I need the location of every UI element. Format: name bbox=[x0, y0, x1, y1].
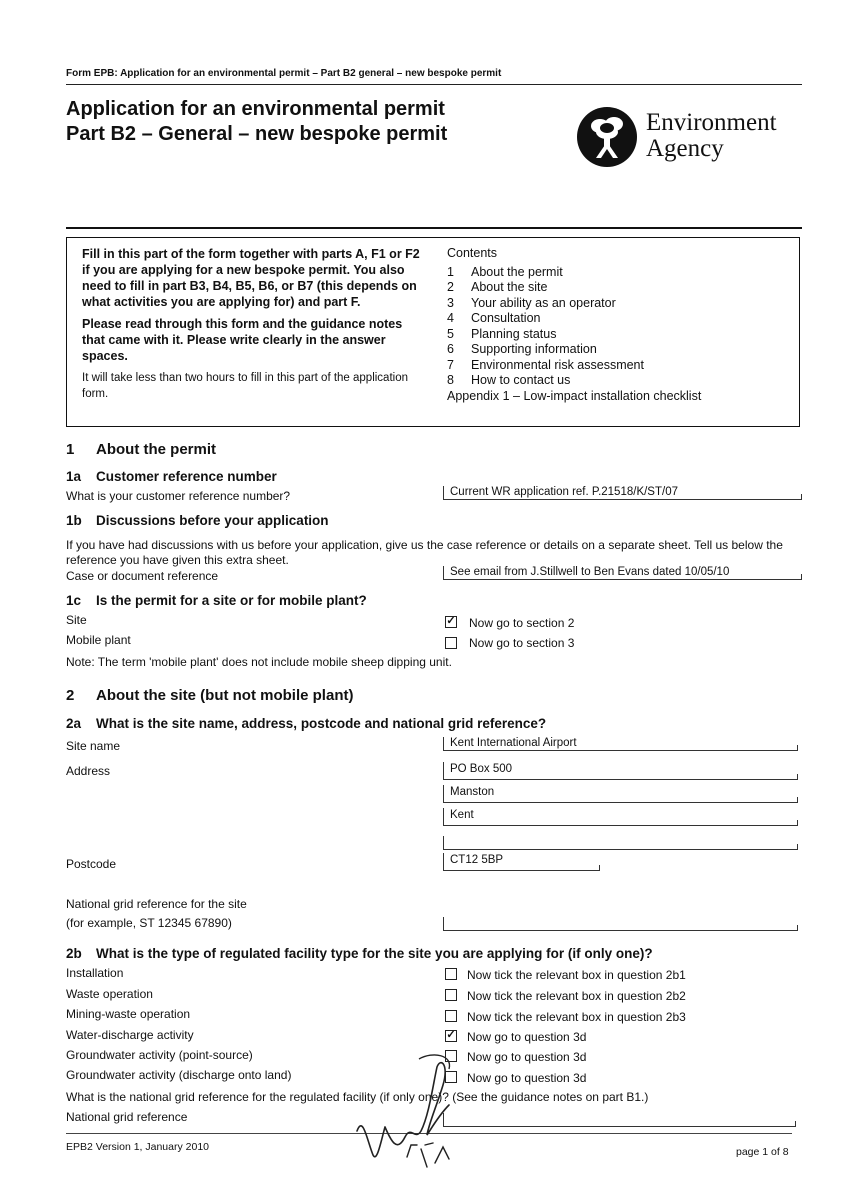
address-line-4-field[interactable] bbox=[443, 836, 797, 850]
running-header: Form EPB: Application for an environmental permit – Part B2 general – new bespoke permit bbox=[66, 68, 502, 79]
site-ngr-field[interactable] bbox=[443, 917, 797, 931]
q1c-heading: 1c Is the permit for a site or for mobile plant? bbox=[66, 593, 367, 608]
address-label: Address bbox=[66, 764, 111, 778]
environment-agency-logo bbox=[576, 106, 638, 173]
facility-label: Mining-waste operation bbox=[66, 1007, 191, 1021]
facility-next-instruction: Now go to question 3d bbox=[467, 1071, 587, 1085]
facility-checkbox[interactable] bbox=[445, 968, 457, 980]
contents-item: 4 Consultation bbox=[447, 311, 541, 325]
mobile-plant-checkbox[interactable] bbox=[445, 637, 457, 649]
intro-para-1: Fill in this part of the form together with parts A, F1 or F2 if you are applying for a new bespoke permit. You also need to fill in part B3, B4, B5, B6, or B7 (this depends on what activities you are applying for) and part F. bbox=[82, 247, 420, 309]
contents-item: 7 Environmental risk assessment bbox=[447, 357, 644, 372]
facility-checkbox[interactable]: ✓ bbox=[446, 1029, 456, 1041]
facility-checkbox[interactable] bbox=[445, 1010, 457, 1022]
site-label: Site bbox=[66, 613, 87, 627]
site-checkbox[interactable]: ✓ bbox=[446, 615, 456, 627]
facility-label: Groundwater activity (point-source) bbox=[66, 1048, 253, 1062]
page-title bbox=[66, 97, 447, 147]
q2a-heading: 2a What is the site name, address, postcode and national grid reference? bbox=[66, 716, 547, 731]
site-ngr-example: (for example, ST 12345 67890) bbox=[66, 916, 232, 930]
facility-next-instruction: Now tick the relevant box in question 2b2 bbox=[467, 989, 686, 1003]
site-name-field[interactable]: Kent International Airport bbox=[443, 737, 797, 751]
section-1-heading: 1 About the permit bbox=[66, 441, 216, 458]
site-ngr-label: National grid reference for the site bbox=[66, 897, 247, 911]
q1b-heading: 1b Discussions before your application bbox=[66, 513, 329, 528]
facility-label: Waste operation bbox=[66, 987, 153, 1001]
logo-line-1: Environment bbox=[646, 109, 777, 136]
contents-appendix: Appendix 1 – Low-impact installation checklist bbox=[447, 388, 702, 403]
mobile-plant-next-instruction: Now go to section 3 bbox=[469, 636, 575, 650]
q1a-text: What is your customer reference number? bbox=[66, 489, 291, 503]
site-next-instruction: Now go to section 2 bbox=[469, 616, 575, 630]
facility-ngr-field[interactable] bbox=[443, 1113, 795, 1127]
contents-list bbox=[447, 246, 701, 404]
contents-item: 3 Your ability as an operator bbox=[447, 295, 616, 310]
facility-label: Groundwater activity (discharge onto land) bbox=[66, 1068, 292, 1082]
facility-ngr-question: What is the national grid reference for the regulated facility (if only one)? (See the guidance notes on part B1.) bbox=[66, 1090, 649, 1104]
case-reference-field[interactable]: See email from J.Stillwell to Ben Evans dated 10/05/10 bbox=[443, 566, 801, 580]
title-line-1: Application for an environmental permit bbox=[66, 98, 445, 120]
address-line-1-field[interactable]: PO Box 500 bbox=[443, 762, 797, 780]
mobile-plant-label: Mobile plant bbox=[66, 633, 131, 647]
address-line-2-field[interactable]: Manston bbox=[443, 785, 797, 803]
intro-para-2: Please read through this form and the guidance notes that came with it. Please write clearly in the answer spaces. bbox=[82, 317, 403, 363]
facility-next-instruction: Now go to question 3d bbox=[467, 1050, 587, 1064]
q2b-heading: 2b What is the type of regulated facility type for the site you are applying for (if only one)? bbox=[66, 946, 653, 961]
version-label: EPB2 Version 1, January 2010 bbox=[66, 1141, 210, 1153]
page-number: page 1 of 8 bbox=[736, 1146, 789, 1158]
facility-ngr-label: National grid reference bbox=[66, 1110, 188, 1124]
contents-item: 5 Planning status bbox=[447, 326, 557, 341]
contents-item: 6 Supporting information bbox=[447, 342, 597, 356]
handwritten-signature bbox=[345, 1045, 475, 1185]
q1a-heading: 1a Customer reference number bbox=[66, 469, 277, 484]
header-divider bbox=[66, 84, 802, 85]
mobile-plant-note: Note: The term 'mobile plant' does not include mobile sheep dipping unit. bbox=[66, 655, 452, 669]
site-name-label: Site name bbox=[66, 739, 121, 753]
customer-reference-field[interactable]: Current WR application ref. P.21518/K/ST/07 bbox=[443, 486, 801, 500]
contents-item: 2 About the site bbox=[447, 280, 548, 294]
facility-label: Water-discharge activity bbox=[66, 1028, 194, 1042]
intro-text bbox=[82, 246, 422, 408]
logo-line-2: Agency bbox=[646, 135, 724, 162]
intro-para-3: It will take less than two hours to fill in this part of the application form. bbox=[82, 372, 408, 400]
facility-checkbox[interactable] bbox=[445, 989, 457, 1001]
facility-next-instruction: Now tick the relevant box in question 2b3 bbox=[467, 1010, 686, 1024]
facility-label: Installation bbox=[66, 966, 124, 980]
logo-wordmark bbox=[646, 110, 777, 162]
postcode-field[interactable]: CT12 5BP bbox=[443, 853, 599, 871]
section-divider bbox=[66, 227, 802, 229]
postcode-label: Postcode bbox=[66, 857, 117, 871]
facility-next-instruction: Now tick the relevant box in question 2b1 bbox=[467, 968, 686, 982]
tree-figure-icon bbox=[576, 106, 638, 168]
address-line-3-field[interactable]: Kent bbox=[443, 808, 797, 826]
section-2-heading: 2 About the site (but not mobile plant) bbox=[66, 687, 354, 704]
contents-item: 1 About the permit bbox=[447, 264, 563, 279]
facility-next-instruction: Now go to question 3d bbox=[467, 1030, 587, 1044]
contents-item: 8 How to contact us bbox=[447, 373, 571, 387]
title-line-2: Part B2 – General – new bespoke permit bbox=[66, 123, 448, 145]
contents-heading: Contents bbox=[447, 246, 498, 260]
case-reference-label: Case or document reference bbox=[66, 569, 219, 583]
q1b-text: If you have had discussions with us before your application, give us the case reference or details on a separate sheet. Tell us below the reference you have given this extra sheet. bbox=[66, 538, 783, 567]
